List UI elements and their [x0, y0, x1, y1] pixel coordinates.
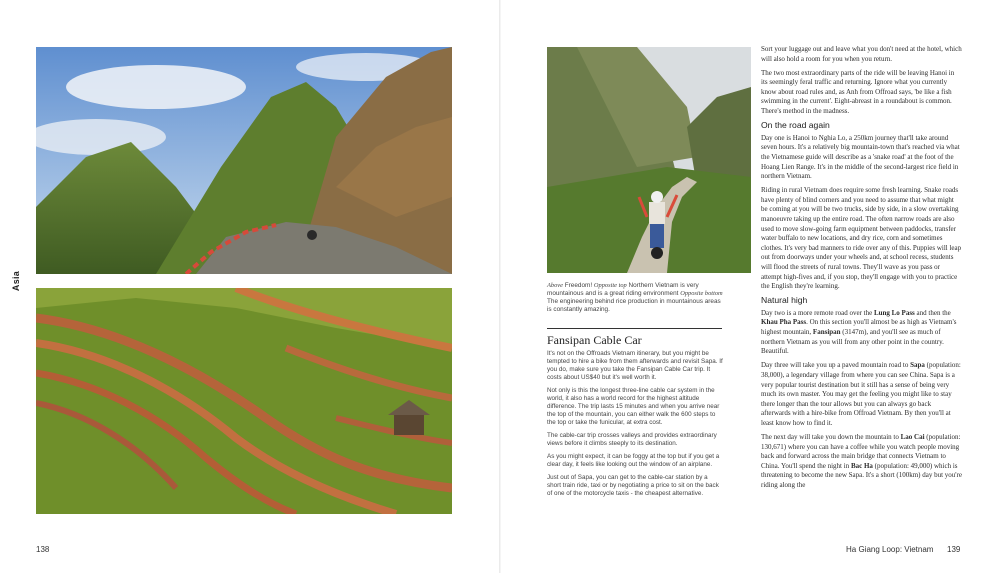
sidebar-box-title: Fansipan Cable Car	[547, 333, 642, 347]
text-run: and then the	[914, 308, 951, 317]
photo-mountain-road	[36, 47, 452, 274]
page-number-right: 139	[947, 545, 961, 554]
place-name: Sapa	[910, 361, 925, 370]
text-run: Day three will take you up a paved mountain road to	[761, 361, 911, 370]
sidebar-paragraph: It's not on the Offroads Vietnam itinerary, but you might be tempted to hire a bike from them afterwards and revisit Sapa. If you do, make sure you take the Fansipan Cable Car trip. It costs about US$40 but it's well worth it.	[547, 350, 723, 382]
caption-opposite-bottom-label: Opposite bottom	[680, 290, 723, 298]
body-paragraph	[761, 309, 962, 357]
place-name: Bac Ha	[850, 461, 873, 470]
text-run: . On this section you'll almost be as high as Vietnam's highest mountain,	[761, 318, 957, 337]
photo-rice-terraces	[36, 288, 452, 514]
text-run: (population: 38,000), a legendary village from where you can see China. Sapa is a very popular tourist destination but it still has a sense of being very much its own master. You may get the feeling you might like to stay there longer than the tour allows but you can always go back afterwards with a hire-bike from Offroad Vietnam. By then you'll at least know how to find it.	[761, 361, 961, 427]
sidebar-box-body	[547, 350, 723, 502]
photo-caption	[547, 282, 723, 314]
text-run: The next day will take you down the mountain to	[761, 432, 901, 441]
place-name: Lao Cai	[900, 432, 925, 441]
running-head: Ha Giang Loop: Vietnam	[846, 545, 934, 554]
text-run: (3147m), and you'll see as much of northern Vietnam as you will from any other point in the country. Beautiful.	[761, 328, 944, 356]
body-paragraph: Riding in rural Vietnam does require some fresh learning. Snake roads have plenty of blind corners and you need to assume that what might be coming at you will be two trucks, side by side, in a slow overtaking manoeuvre taking up the entire road. The often narrow roads are also used to move slow-going farm equipment between paddocks, transfer water buffalo to new locations, and dry rice, corn and sometimes clothes. It's very bad manners to ride over any of this. Puppies will leap out from doorways under your wheels and, at school recess, students will flood the streets of rural towns. They'll wave as you pass or attempt high-fives and, if you stop, they'll engage with you to practice the English they're learning.	[761, 186, 962, 291]
text-run: (population: 130,671) where you can have a coffee while you watch people moving back and forward across the main bridge that connects Vietnam to China. You'll spend the night in	[761, 432, 961, 470]
place-name: Lung Lo Pass	[873, 308, 915, 317]
photo-rider-freedom	[547, 47, 751, 273]
body-paragraph: Day one is Hanoi to Nghia Lo, a 250km journey that'll take around seven hours. It's a relatively big mountain-town that's reached via what the Vietnamese guide will describe as a 'snake road' at the foot of the Hoang Lien Range. It's in the middle of the second-largest rice field in northern Vietnam.	[761, 133, 960, 181]
section-heading: Natural high	[761, 295, 808, 306]
body-paragraph	[761, 361, 962, 428]
sidebar-paragraph: As you might expect, it can be foggy at the top but if you get a clear day, it feels like looking out the window of an airplane.	[547, 452, 720, 468]
main-text-column	[761, 45, 962, 495]
text-run: (population: 49,000) which is threatening to become the new Sapa. It's a short (100km) day but you're riding along the	[761, 461, 962, 489]
sidebar-paragraph: Just out of Sapa, you can get to the cable-car station by a short train ride, taxi or by negotiating a price to sit on the back of one of the motorcycle taxis - the cheapest alternative.	[547, 473, 719, 497]
caption-opposite-bottom-text: The engineering behind rice production in mountainous areas is constantly amazing.	[547, 298, 721, 314]
place-name: Fansipan	[812, 328, 841, 337]
page-number-left: 138	[36, 545, 50, 554]
sidebar-box-rule	[547, 328, 722, 329]
body-paragraph: Sort your luggage out and leave what you don't need at the hotel, which will also hold a room for you when you return.	[761, 45, 962, 63]
body-paragraph: The two most extraordinary parts of the ride will be leaving Hanoi in its seemingly feral traffic and returning. Ignore what you currently know about road rules and, as Anh from Offroad says, 'be like a fish swimming in the current'. Eight-abreast in a roundabout is common. There's method in the madness.	[761, 68, 955, 116]
place-name: Khau Pha Pass	[761, 318, 807, 327]
caption-opposite-top-text: Northern Vietnam is very mountainous and is a great riding environment	[547, 282, 699, 298]
section-side-label: Asia	[11, 270, 22, 292]
text-run: Day two is a more remote road over the	[761, 308, 874, 317]
sidebar-paragraph: Not only is this the longest three-line cable car system in the world, it also has a world record for the highest altitude difference. The trip lasts 15 minutes and when you arrive near the top of the mountain, you can either walk the 600 steps to the top or take the funicular, at extra cost.	[547, 386, 720, 427]
page-gutter	[499, 0, 501, 573]
section-heading: On the road again	[761, 120, 830, 131]
sidebar-paragraph: The cable-car trip crosses valleys and provides extraordinary views before it climbs steeply to its destination.	[547, 432, 717, 448]
caption-opposite-top-label: Opposite top	[593, 282, 627, 289]
caption-above-label: Above	[547, 282, 563, 289]
body-paragraph	[761, 433, 962, 491]
caption-above-text: Freedom!	[564, 282, 593, 289]
